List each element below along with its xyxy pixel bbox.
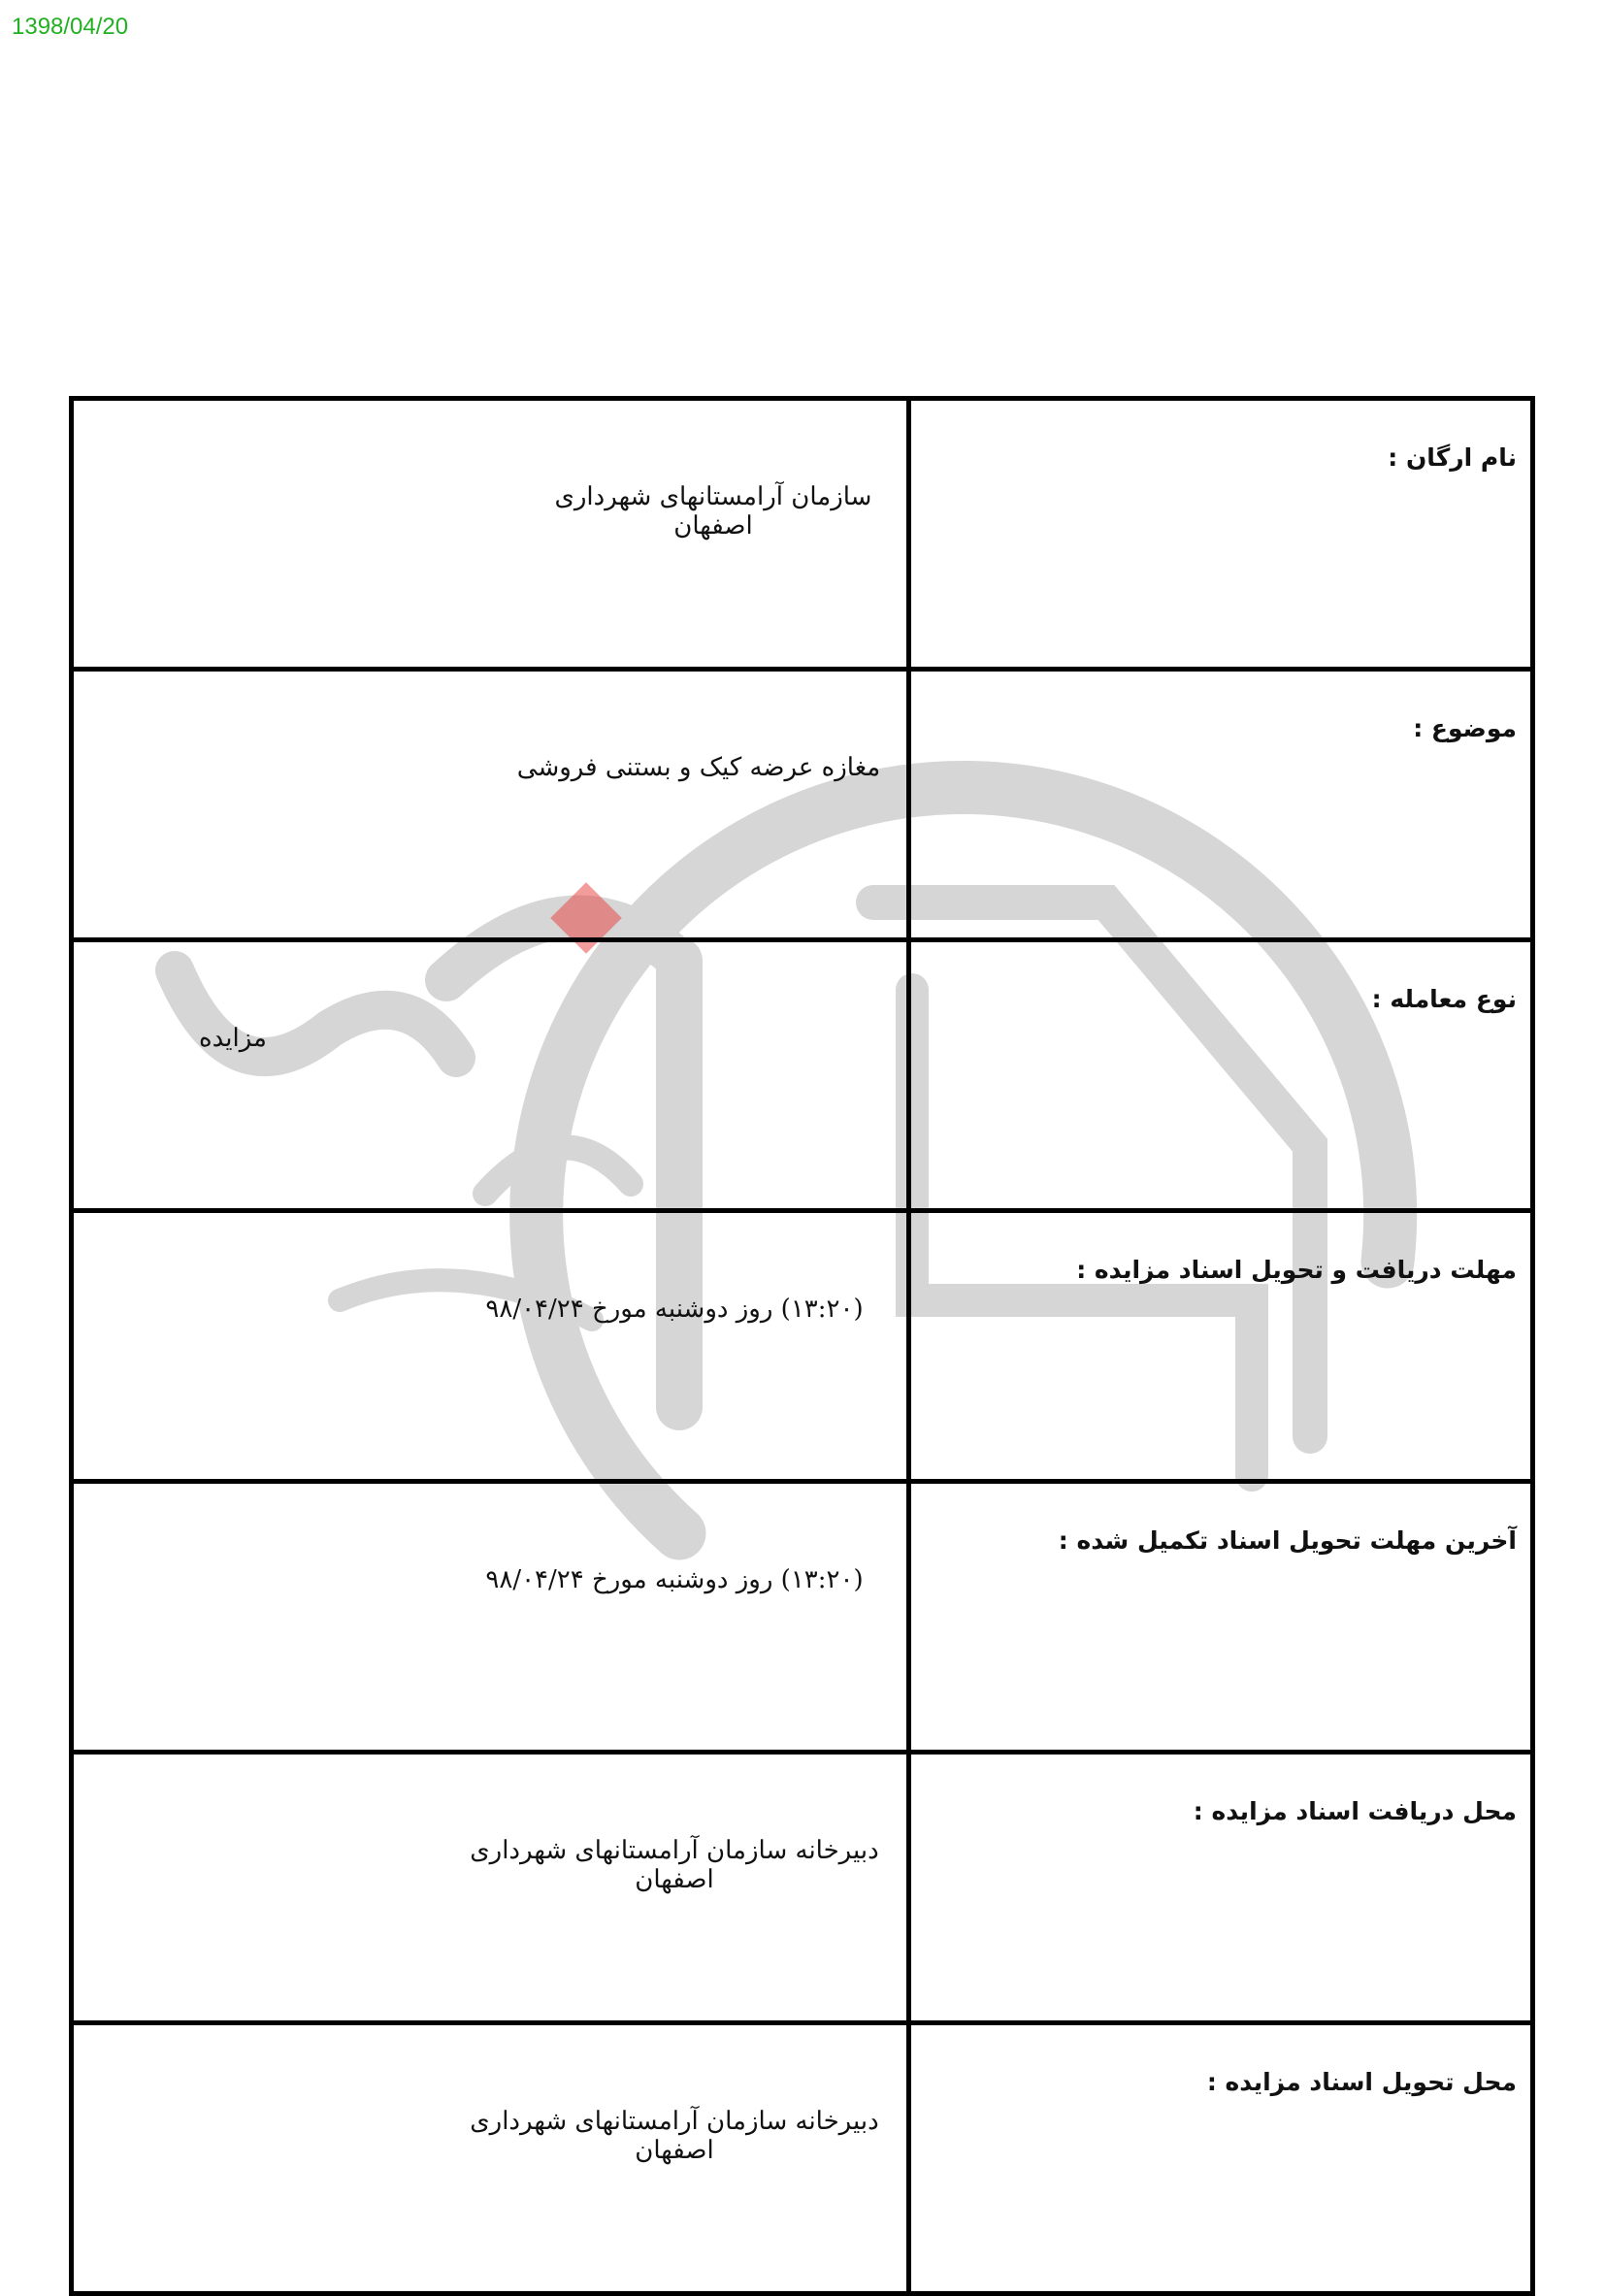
row-label-final-deadline: آخرین مهلت تحویل اسناد تکمیل شده : xyxy=(909,1482,1533,1753)
row-value-delivery-location: دبیرخانه سازمان آرامستانهای شهرداری اصفهان xyxy=(470,2107,879,2165)
row-value-transaction-type: مزایده xyxy=(198,1024,267,1053)
table-row xyxy=(72,1482,1533,1753)
row-label-documents-deadline: مهلت دریافت و تحویل اسناد مزایده : xyxy=(909,1211,1533,1482)
row-label-delivery-location: محل تحویل اسناد مزایده : xyxy=(909,2023,1533,2294)
table-row xyxy=(72,1753,1533,2023)
row-label-pickup-location: محل دریافت اسناد مزایده : xyxy=(909,1753,1533,2023)
table-row xyxy=(72,1211,1533,1482)
row-value-organization: سازمان آرامستانهای شهرداری اصفهان xyxy=(554,482,872,541)
row-value-final-deadline: (۱۳:۲۰) روز دوشنبه مورخ ۹۸/۰۴/۲۴ xyxy=(485,1565,864,1594)
table-row xyxy=(72,670,1533,940)
row-value-documents-deadline: (۱۳:۲۰) روز دوشنبه مورخ ۹۸/۰۴/۲۴ xyxy=(485,1295,864,1324)
table-row xyxy=(72,2023,1533,2294)
document-date: 1398/04/20 xyxy=(12,14,129,40)
row-value-pickup-location: دبیرخانه سازمان آرامستانهای شهرداری اصفهان xyxy=(470,1836,879,1894)
row-label-transaction-type: نوع معامله : xyxy=(909,940,1533,1211)
auction-info-table xyxy=(69,396,1535,2296)
row-label-organization: نام ارگان : xyxy=(909,399,1533,670)
table-row xyxy=(72,940,1533,1211)
row-label-subject: موضوع : xyxy=(909,670,1533,940)
row-value-subject: مغازه عرضه کیک و بستنی فروشی xyxy=(516,753,881,782)
table-row xyxy=(72,399,1533,670)
